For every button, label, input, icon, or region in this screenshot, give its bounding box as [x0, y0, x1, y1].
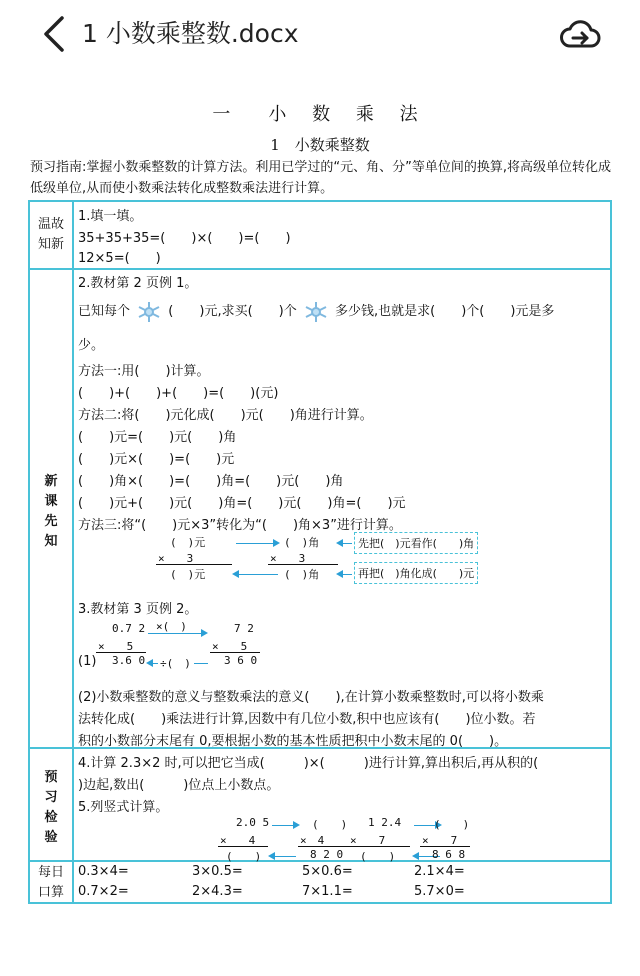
row-label-check: 预习检验	[44, 770, 58, 845]
method-2-line-2: ( )元×( )=( )元	[78, 452, 235, 467]
oral-item: 5.7×0=	[414, 884, 465, 899]
c3-underline	[356, 846, 410, 847]
c4-mul: × 7	[422, 834, 458, 847]
c2-mul: × 4	[300, 834, 325, 847]
c2-underline	[298, 846, 356, 847]
ex2-b1: 7 2	[234, 622, 254, 635]
ex2-num: (1)	[78, 654, 97, 669]
c3-top: 1 2.4	[368, 816, 402, 829]
r1-line-3: 12×5=( )	[78, 251, 161, 266]
v1-top: ( )元	[170, 536, 206, 549]
ex2-a2: × 5	[98, 640, 134, 653]
c1-top: 2.0 5	[236, 816, 270, 829]
v2-top: ( )角	[284, 536, 320, 549]
chevron-left-icon[interactable]	[38, 14, 72, 54]
hint-box-2: 再把( )角化成( )元	[354, 562, 478, 584]
r1-line-1: 1.填一填。	[78, 209, 143, 224]
method-2-line-3: ( )角×( )=( )角=( )元( )角	[78, 474, 344, 489]
preview-guide: 预习指南:掌握小数乘整数的计算方法。利用已学过的“元、角、分”等单位间的换算,将高级单位转化成低级单位,从而使小数乘法转化成整数乘法进行计算。	[30, 160, 611, 196]
ex2-mul-arrow-label: ×( )	[156, 620, 187, 633]
c3-res: ( )	[360, 850, 396, 863]
method-2-line-4: ( )元+( )元( )角=( )元( )角=( )元	[78, 496, 406, 511]
v2-mul: × 3	[270, 552, 306, 565]
row-label-daily: 每日口算	[37, 865, 64, 900]
method-3: 方法三:将“( )元×3”转化为“( )角×3”进行计算。	[78, 518, 402, 533]
p2-line-1: (2)小数乘整数的意义与整数乘法的意义( ),在计算小数乘整数时,可以将小数乘	[78, 690, 544, 705]
ex1-text-c: 多少钱,也就是求( )个( )元是多	[335, 304, 555, 319]
method-2: 方法二:将( )元化成( )元( )角进行计算。	[78, 408, 373, 423]
arrow-line	[194, 663, 208, 664]
method-2-line-1: ( )元=( )元( )角	[78, 430, 237, 445]
column-divider	[72, 202, 74, 902]
ex1-text-a: 已知每个	[78, 304, 131, 319]
snowflake-icon	[134, 301, 164, 323]
method-1-line: ( )+( )+( )=( )(元)	[78, 386, 279, 401]
v1-mul: × 3	[158, 552, 194, 565]
r3-line-2: )边起,数出( )位点上小数点。	[78, 778, 280, 793]
oral-item: 2×4.3=	[192, 884, 243, 899]
p2-line-3: 积的小数部分末尾有 0,要根据小数的基本性质把积中小数末尾的 0( )。	[78, 734, 508, 749]
chapter-title: 一 小 数 乘 法	[212, 104, 428, 125]
oral-item: 2.1×4=	[414, 864, 465, 879]
v1-underline	[156, 564, 232, 565]
oral-item: 5×0.6=	[302, 864, 353, 879]
ex2-b3: 3 6 0	[224, 654, 258, 667]
oral-item: 3×0.5=	[192, 864, 243, 879]
method-1: 方法一:用( )计算。	[78, 364, 210, 379]
r3-line-1: 4.计算 2.3×2 时,可以把它当成( )×( )进行计算,算出积后,再从积的(	[78, 756, 539, 771]
cloud-upload-icon[interactable]	[558, 14, 602, 54]
ex2-a3: 3.6 0	[112, 654, 146, 667]
oral-item: 0.7×2=	[78, 884, 129, 899]
c4-res: 8 6 8	[432, 848, 466, 861]
ex1-title: 2.教材第 2 页例 1。	[78, 276, 198, 291]
v1-res: ( )元	[170, 568, 206, 581]
ex2-b-underline	[210, 652, 260, 653]
ex2-b2: × 5	[212, 640, 248, 653]
oral-item: 0.3×4=	[78, 864, 129, 879]
p2-line-2: 法转化成( )乘法进行计算,因数中有几位小数,积中也应该有( )位小数。若	[78, 712, 536, 727]
ex1-line	[78, 300, 554, 323]
top-bar	[0, 0, 640, 64]
c1-mul: × 4	[220, 834, 256, 847]
ex2-title: 3.教材第 3 页例 2。	[78, 602, 198, 617]
c4-top: ( )	[434, 818, 470, 831]
ex1-text-b: ( )元,求买( )个	[168, 304, 297, 319]
section-title: 1 小数乘整数	[270, 136, 370, 154]
row-label-review: 温故知新	[38, 217, 65, 252]
arrow-left-icon	[270, 856, 296, 857]
ex2-a1: 0.7 2	[112, 622, 146, 635]
arrow-left-icon	[338, 543, 352, 544]
row-divider	[30, 268, 610, 270]
c3-mul: × 7	[350, 834, 386, 847]
arrow-left-icon	[148, 663, 158, 664]
worksheet-table	[28, 200, 612, 904]
hint-box-1: 先把( )元看作( )角	[354, 532, 478, 554]
ex2-div-arrow-label: ÷( )	[160, 657, 191, 670]
arrow-left-icon	[338, 574, 352, 575]
v2-res: ( )角	[284, 568, 320, 581]
document-title: 1 小数乘整数.docx	[82, 19, 299, 48]
c2-res: 8 2 0	[310, 848, 344, 861]
c1-underline	[218, 846, 268, 847]
c1-res: ( )	[226, 850, 262, 863]
v2-underline	[268, 564, 338, 565]
c4-underline	[420, 846, 470, 847]
arrow-right-icon	[272, 825, 298, 826]
ex2-a-underline	[96, 652, 146, 653]
arrow-right-icon	[148, 633, 206, 634]
snowflake-icon	[301, 301, 331, 323]
r1-line-2: 35+35+35=( )×( )=( )	[78, 231, 291, 246]
r3-line-3: 5.列竖式计算。	[78, 800, 169, 815]
oral-item: 7×1.1=	[302, 884, 353, 899]
ex1-text-d: 少。	[78, 338, 105, 353]
c2-top: ( )	[312, 818, 348, 831]
arrow-left-icon	[234, 574, 278, 575]
arrow-right-icon	[236, 543, 278, 544]
row-label-new-lesson: 新课先知	[44, 474, 58, 549]
